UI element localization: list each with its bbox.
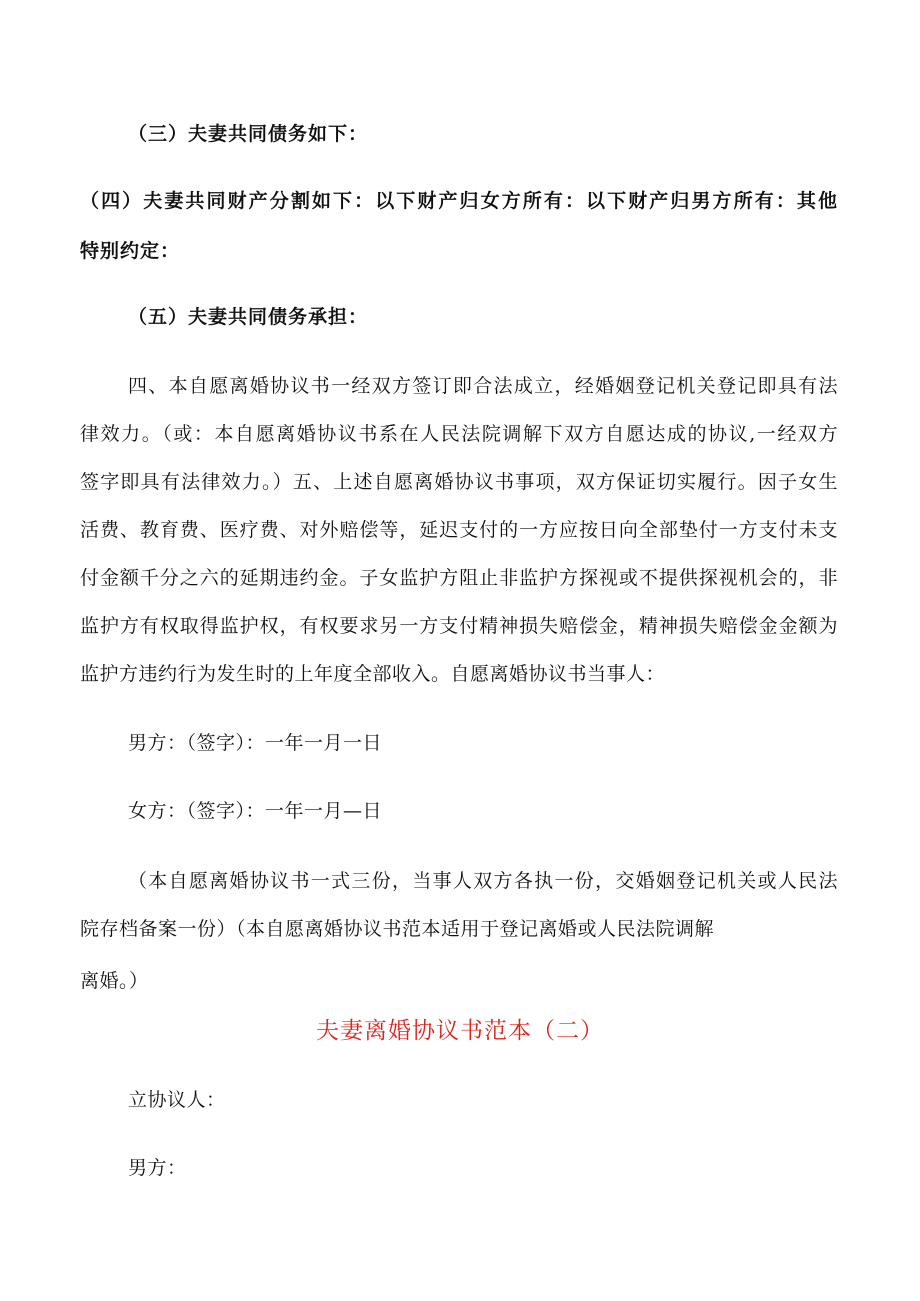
party-label: 立协议人：: [128, 1089, 226, 1111]
clause4-line: 律效力。（或：本自愿离婚协议书系在人民法院调解下双方自愿达成的协议,一经双方: [80, 423, 838, 445]
note-line: （本自愿离婚协议书一式三份，当事人双方各执一份，交婚姻登记机关或人民法: [128, 870, 838, 892]
male-signature-line: 男方：（签字）：一年一月一日: [128, 732, 383, 754]
clause4-line: 签字即具有法律效力。）五、上述自愿离婚协议书事项，双方保证切实履行。因子女生: [80, 471, 838, 493]
clause4-line: 付金额千分之六的延期违约金。子女监护方阻止非监护方探视或不提供探视机会的，非: [80, 567, 838, 589]
note-line: 院存档备案一份）（本自愿离婚协议书范本适用于登记离婚或人民法院调解: [80, 918, 715, 940]
clause4-line: 四、本自愿离婚协议书一经双方签订即合法成立，经婚姻登记机关登记即具有法: [128, 375, 838, 397]
debts-bearing-heading: （五）夫妻共同债务承担：: [128, 306, 369, 328]
template-2-title: 夫妻离婚协议书范本（二）: [316, 1018, 604, 1044]
clause4-line: 监护方违约行为发生时的上年度全部收入。自愿离婚协议书当事人：: [80, 663, 666, 685]
division-line-1: （四）夫妻共同财产分割如下：以下财产归女方所有：以下财产归男方所有：其他: [80, 190, 838, 212]
division-line-2: 特别约定：: [80, 240, 181, 262]
clause4-line: 活费、教育费、医疗费、对外赔偿等，延迟支付的一方应按日向全部垫付一方支付未支: [80, 519, 838, 541]
clause4-line: 监护方有权取得监护权，有权要求另一方支付精神损失赔偿金，精神损失赔偿金金额为: [80, 615, 838, 637]
male-label: 男方：: [128, 1157, 187, 1179]
note-line: 离婚。）: [80, 970, 149, 992]
female-signature-line: 女方：（签字）：一年一月—日: [128, 800, 383, 822]
debts-heading: （三）夫妻共同债务如下：: [128, 123, 369, 145]
